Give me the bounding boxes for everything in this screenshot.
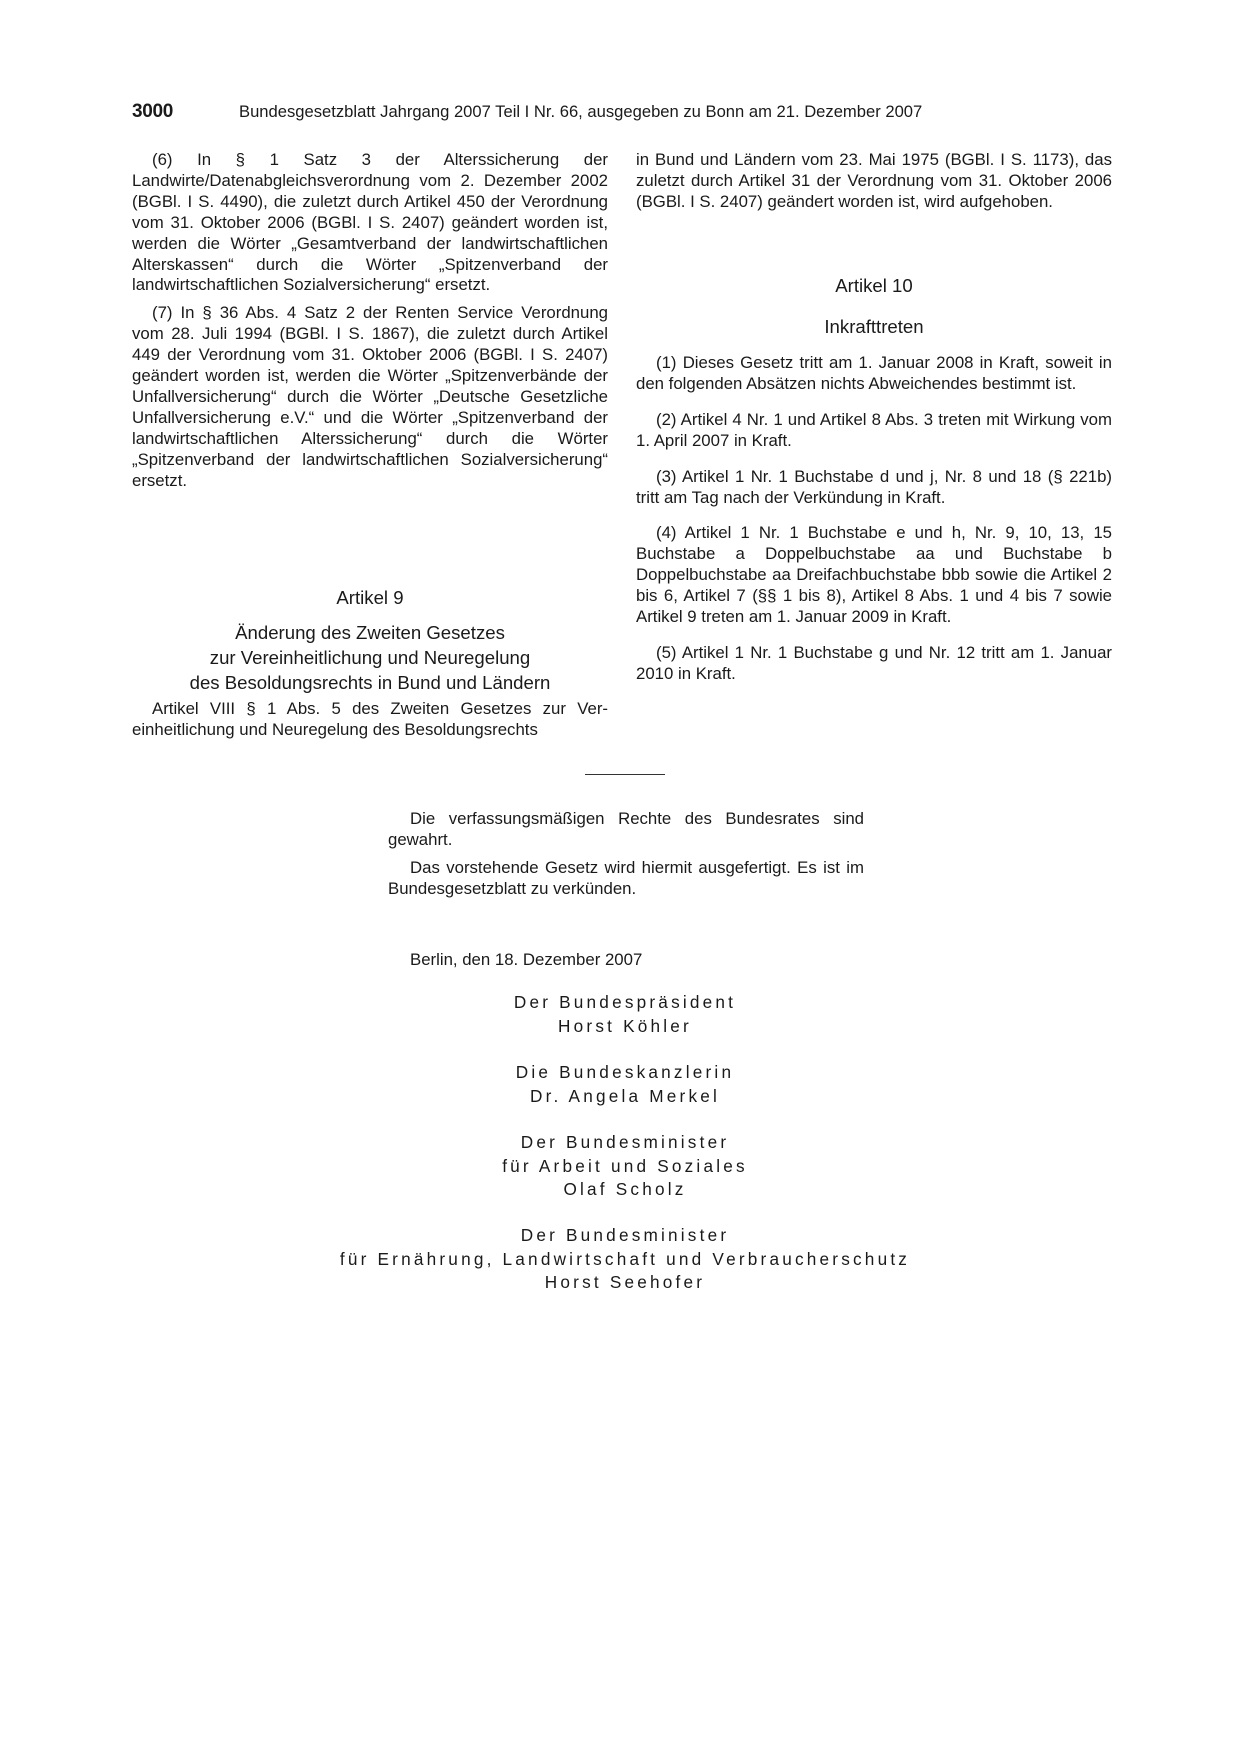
section-divider — [585, 774, 665, 775]
closing-formula — [388, 809, 864, 900]
signature-name: Olaf Scholz — [563, 1179, 687, 1200]
paragraph-6: (6) In § 1 Satz 3 der Alterssicherung der Landwirte/Datenabgleichsverordnung vom 2. Dezember 2002 (BGBl. I S. 4490), die zuletzt durch Artikel 450 der Verordnung vom 31. Oktober 2006 (BGBl. I S. 2407) geändert worden ist, werden die Wörter „Gesamtverband der landwirtschaftlichen Alterskassen“ durch die Wörter „Spitzenverband der landwirtschaftlichen Sozialversicherung“ ersetzt. — [132, 150, 608, 295]
article-9-body: Artikel VIII § 1 Abs. 5 des Zweiten Gesetzes zur Vereinheitlichung und Neuregelung des Besoldungsrechts — [132, 699, 608, 739]
article-10-heading: Artikel 10 — [835, 275, 913, 296]
signature-office: Der Bundesminister — [520, 1132, 730, 1152]
signature-name: Dr. Angela Merkel — [529, 1085, 721, 1106]
article-9-title-line: des Besoldungsrechts in Bund und Ländern — [189, 672, 551, 693]
left-column — [132, 150, 608, 492]
article-10-title: Inkrafttreten — [824, 316, 924, 337]
signature-office: Der Bundesminister — [520, 1225, 730, 1245]
signature-office-detail: für Arbeit und Soziales — [502, 1155, 748, 1176]
running-title: Bundesgesetzblatt Jahrgang 2007 Teil I Nr. 66, ausgegeben zu Bonn am 21. Dezember 2007 — [239, 102, 923, 121]
signature-block — [230, 1131, 1020, 1202]
article-9-body-continued: in Bund und Ländern vom 23. Mai 1975 (BGBl. I S. 1173), das zuletzt durch Artikel 31 der Verordnung vom 31. Oktober 2006 (BGBl. I S. 2407) geändert worden ist, wird aufgehoben. — [636, 150, 1112, 211]
article-10-paragraph: (2) Artikel 4 Nr. 1 und Artikel 8 Abs. 3 treten mit Wirkung vom 1. April 2007 in Kraft. — [636, 409, 1112, 450]
signature-block — [230, 1061, 1020, 1108]
signature-office: Die Bundeskanzlerin — [515, 1062, 735, 1082]
signature-name: Horst Köhler — [558, 1015, 692, 1036]
place-and-date: Berlin, den 18. Dezember 2007 — [410, 950, 643, 969]
page-header — [132, 101, 1112, 127]
article-9-title-line: Änderung des Zweiten Gesetzes — [235, 622, 505, 643]
article-10-body — [636, 353, 1112, 685]
article-9-section — [132, 585, 608, 741]
signature-office: Der Bundespräsident — [513, 992, 737, 1012]
article-10-paragraph: (3) Artikel 1 Nr. 1 Buchstabe d und j, Nr. 8 und 18 (§ 221b) tritt am Tag nach der Verkündung in Kraft. — [636, 466, 1112, 507]
article-9-title — [132, 620, 608, 695]
article-9-heading: Artikel 9 — [336, 587, 404, 608]
article-10-paragraph: (4) Artikel 1 Nr. 1 Buchstabe e und h, Nr. 9, 10, 13, 15 Buchstabe a Doppelbuchstabe aa und Buchstabe b Doppelbuchstabe aa Dreifachbuchstabe bbb sowie die Artikel 2 bis 6, Artikel 7 (§§ 1 bis 8), Artikel 8 Abs. 1 und 4 bis 7 sowie Artikel 9 treten am 1. Januar 2009 in Kraft. — [636, 523, 1112, 627]
article-10-paragraph: (1) Dieses Gesetz tritt am 1. Januar 2008 in Kraft, soweit in den folgenden Absätzen nichts Abweichendes bestimmt ist. — [636, 353, 1112, 393]
article-9-title-line: zur Vereinheitlichung und Neuregelung — [209, 647, 531, 668]
signature-name: Horst Seehofer — [544, 1272, 706, 1293]
article-10-paragraph: (5) Artikel 1 Nr. 1 Buchstabe g und Nr. 12 tritt am 1. Januar 2010 in Kraft. — [636, 642, 1112, 683]
signature-block — [230, 1224, 1020, 1295]
paragraph-7: (7) In § 36 Abs. 4 Satz 2 der Renten Service Verordnung vom 28. Juli 1994 (BGBl. I S. 1867), die zuletzt durch Artikel 449 der Verordnung vom 31. Oktober 2006 (BGBl. I S. 2407) geändert worden ist, werden die Wörter „Spitzenverbände der Unfallversicherung“ durch die Wörter „Deutsche Gesetzliche Unfallversicherung e.V.“ und die Wörter „Spitzenverband der landwirtschaftlichen Alterssicherung“ durch die Wörter „Spitzenverband der landwirtschaftlichen Sozialversicherung“ ersetzt. — [132, 303, 608, 490]
signature-block — [230, 991, 1020, 1038]
right-column — [636, 150, 1112, 213]
signature-office-detail: für Ernährung, Landwirtschaft und Verbraucherschutz — [339, 1248, 911, 1269]
promulgation-statement: Das vorstehende Gesetz wird hiermit ausgefertigt. Es ist im Bundesgesetzblatt zu verkünden. — [388, 857, 864, 898]
page-number: 3000 — [132, 101, 174, 122]
rights-statement: Die verfassungsmäßigen Rechte des Bundesrates sind gewahrt. — [388, 809, 864, 849]
